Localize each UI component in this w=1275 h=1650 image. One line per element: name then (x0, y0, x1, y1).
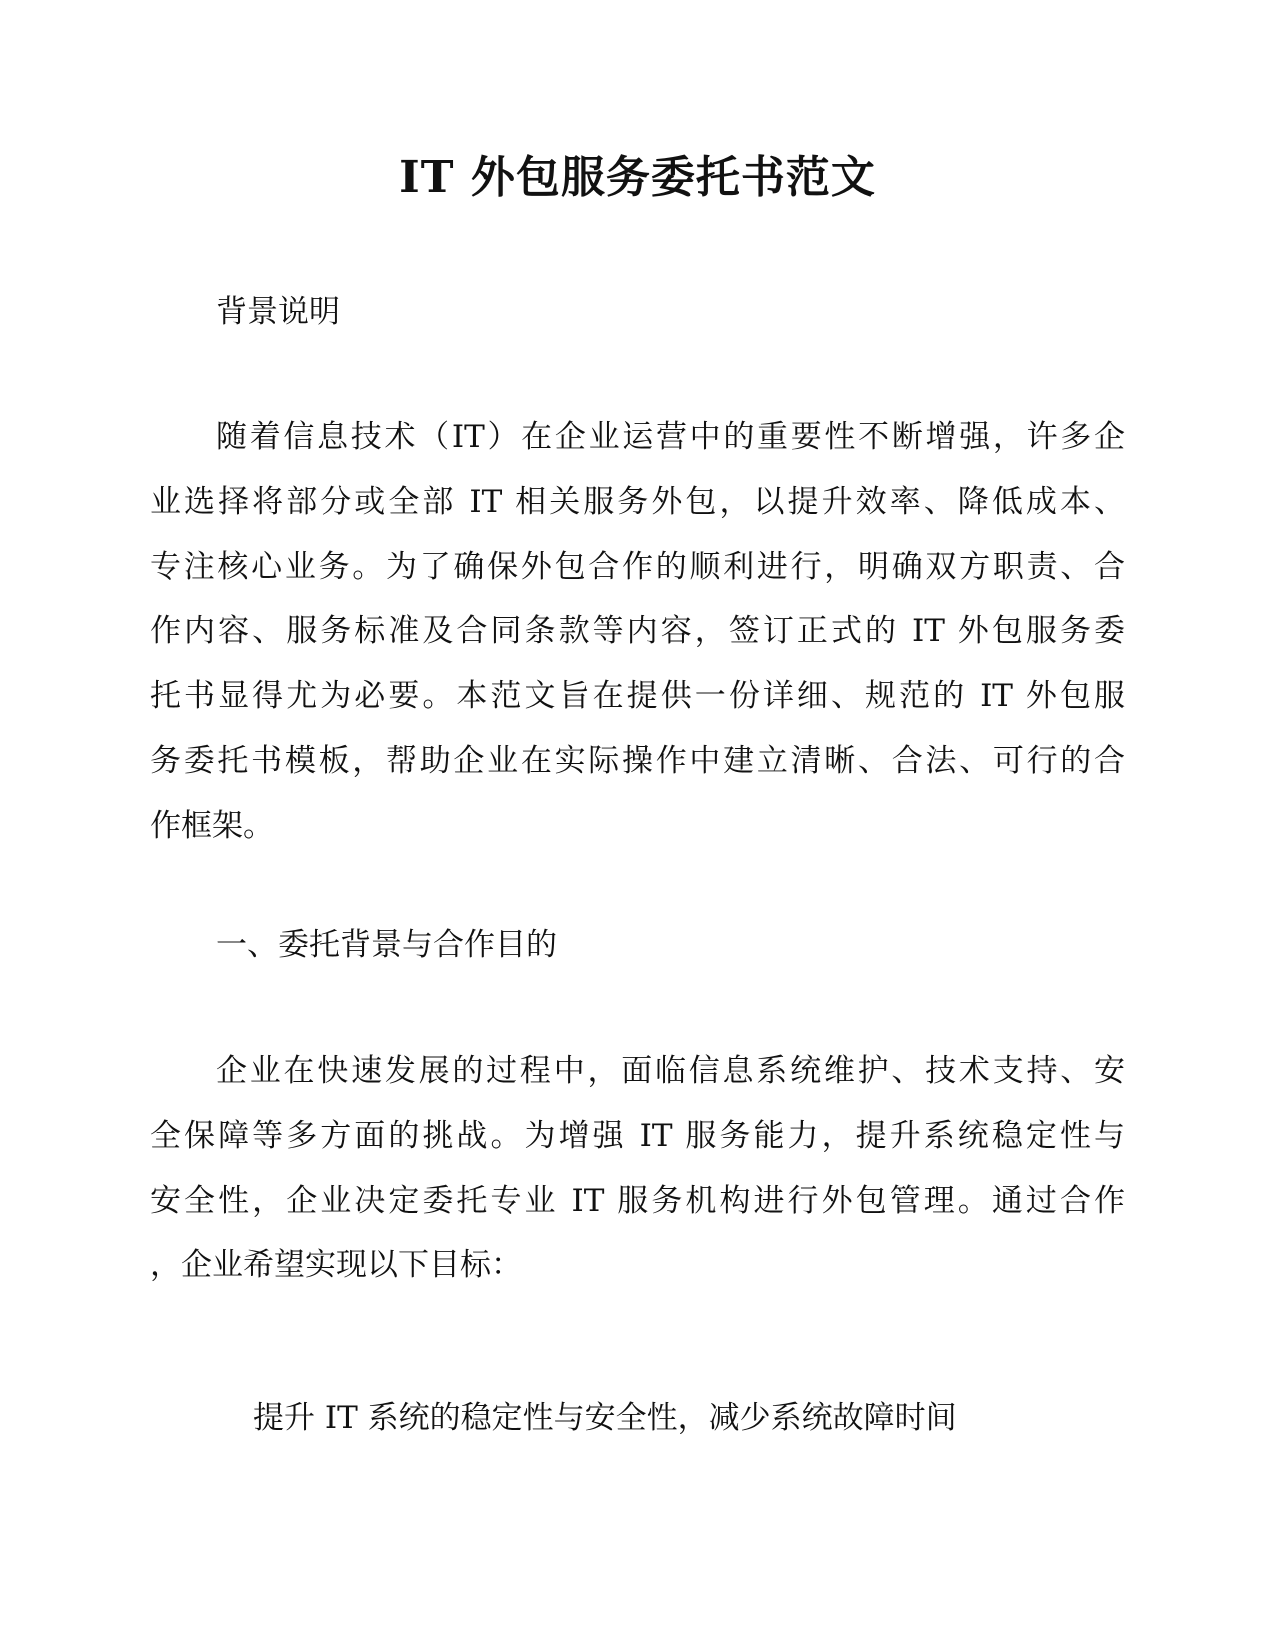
paragraph-line: ，企业希望实现以下目标： (150, 1247, 522, 1284)
paragraph-line: 专注核心业务。为了确保外包合作的顺利进行，明确双方职责、合 (150, 548, 1125, 585)
paragraph-line: 全保障等多方面的挑战。为增强 IT 服务能力，提升系统稳定性与 (150, 1117, 1125, 1154)
background-paragraph (150, 405, 1125, 859)
paragraph-line: 务委托书模板，帮助企业在实际操作中建立清晰、合法、可行的合 (150, 742, 1125, 779)
section-heading-background: 背景说明 (216, 294, 340, 330)
paragraph-line: 安全性，企业决定委托专业 IT 服务机构进行外包管理。通过合作 (150, 1182, 1125, 1219)
list-item: 提升 IT 系统的稳定性与安全性，减少系统故障时间 (253, 1400, 957, 1436)
paragraph-line: 企业在快速发展的过程中，面临信息系统维护、技术支持、安 (216, 1053, 1125, 1089)
paragraph-line: 托书显得尤为必要。本范文旨在提供一份详细、规范的 IT 外包服 (150, 678, 1125, 715)
paragraph-line: 随着信息技术（IT）在企业运营中的重要性不断增强，许多企 (216, 419, 1125, 455)
paragraph-line: 业选择将部分或全部 IT 相关服务外包，以提升效率、降低成本、 (150, 483, 1125, 520)
section-heading-purpose: 一、委托背景与合作目的 (216, 927, 557, 963)
document-title: IT 外包服务委托书范文 (399, 152, 876, 203)
paragraph-line: 作框架。 (150, 807, 274, 844)
paragraph-line: 作内容、服务标准及合同条款等内容，签订正式的 IT 外包服务委 (150, 613, 1125, 650)
purpose-paragraph (150, 1039, 1125, 1298)
